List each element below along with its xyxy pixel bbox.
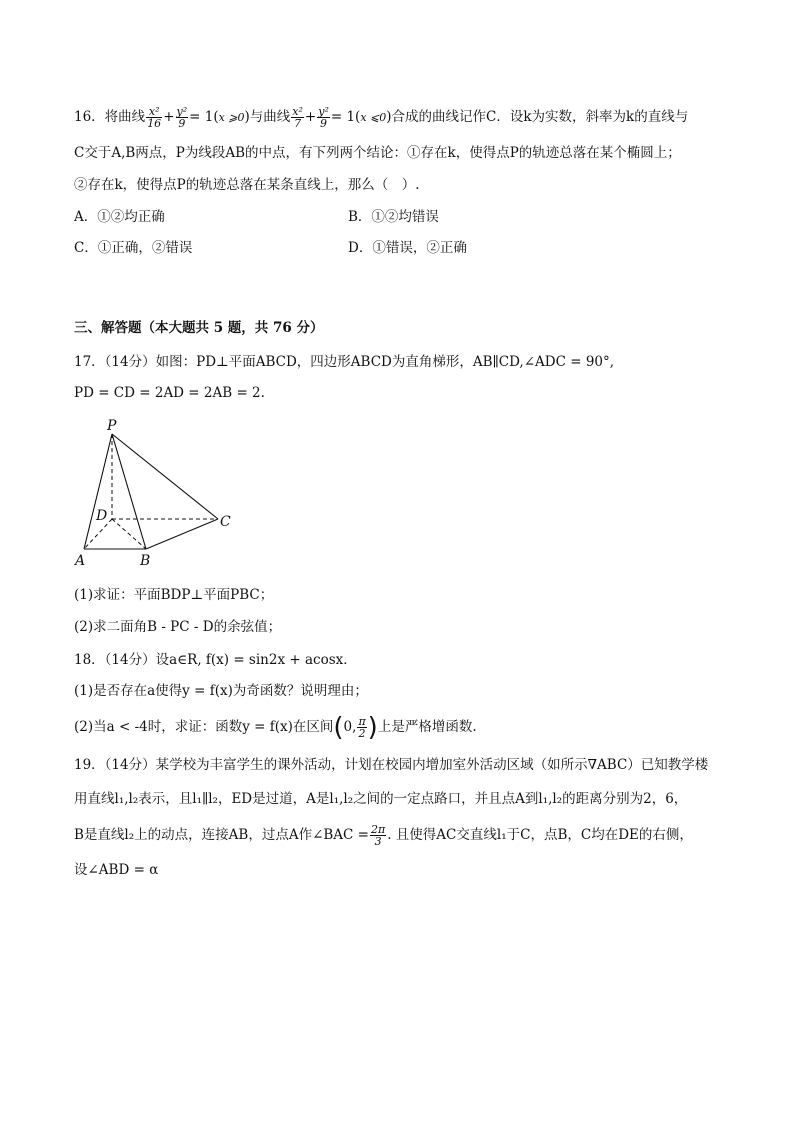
q16-line2: C交于A,B两点，P为线段AB的中点，有下列两个结论：①存在k，使得点P的轨迹总落在某个椭圆上； xyxy=(74,145,681,161)
q17-part2: (2)求二面角B - PC - D的余弦值； xyxy=(74,619,282,635)
q17-part1: (1)求证：平面BDP⊥平面PBC； xyxy=(74,587,274,603)
q19-line1: 19．（14分）某学校为丰富学生的课外活动，计划在校园内增加室外活动区域（如所示∇ABC）已知教学楼 xyxy=(74,757,709,773)
edge-db xyxy=(112,519,146,549)
label-c: C xyxy=(220,514,231,530)
edge-pa xyxy=(84,434,112,549)
label-b: B xyxy=(140,553,151,569)
condition: x ⩾0 xyxy=(218,111,245,124)
q16-option-c: C．①正确，②错误 xyxy=(74,240,193,256)
q16-line1: 16．将曲线 $\frac{\text{x²}}{16}$ + $\frac{\text{y²}}{9}$ = 1(x ⩾0)与曲线 $\frac{\text{x²}}{7}$ + $\frac{\text{y²}}{9}$ = 1(x ⩽0)合成的曲线记作C．设k为实数，斜率为k的直线与 xyxy=(74,105,689,130)
label-d: D xyxy=(96,508,108,524)
q16-line3: ②存在k，使得点P的轨迹总落在某条直线上，那么（ ）. xyxy=(74,177,420,193)
q16-text: 16．将曲线 xyxy=(74,109,146,125)
label-p: P xyxy=(107,418,117,434)
fraction: $\frac{\text{x²}}{16}$ xyxy=(147,105,162,130)
q16-option-b: B．①②均错误 xyxy=(348,209,439,225)
q16-option-d: D．①错误，②正确 xyxy=(348,240,467,256)
q17-line2: PD = CD = 2AD = 2AB = 2. xyxy=(74,385,265,401)
q17-line1: 17．（14分）如图：PD⊥平面ABCD，四边形ABCD为直角梯形，AB∥CD,∠ADC = 90°, xyxy=(74,354,615,370)
edge-pc xyxy=(112,434,218,519)
edge-bc xyxy=(146,519,218,549)
condition: x ⩽0 xyxy=(360,111,387,124)
fraction: $\frac{\text{y²}}{9}$ xyxy=(176,105,188,130)
q18-line1: 18．（14分）设a∈R, f(x) = sin2x + acosx． xyxy=(74,652,357,668)
fraction: $\frac{\text{y²}}{9}$ xyxy=(318,105,329,130)
label-a: A xyxy=(75,553,86,569)
q16-option-a: A．①②均正确 xyxy=(74,209,165,225)
q18-part2: (2)当a < -4时，求证：函数y = f(x)在区间(0, $\frac{\pi}{2}$ )上是严格增函数. xyxy=(74,712,477,743)
fraction: $\frac{2\pi}{3}$ xyxy=(370,823,386,848)
left-paren: ( xyxy=(333,712,344,743)
edge-pb xyxy=(112,434,146,549)
section-heading: 三、解答题（本大题共 5 题，共 76 分） xyxy=(74,320,324,336)
right-paren: ) xyxy=(367,712,378,743)
fraction: $\frac{\pi}{2}$ xyxy=(358,715,366,740)
fraction: $\frac{\text{x²}}{7}$ xyxy=(292,105,303,130)
q19-line4: 设∠ABD = α xyxy=(74,862,159,878)
q19-line2: 用直线l₁,l₂表示，且l₁∥l₂，ED是过道，A是l₁,l₂之间的一定点路口，并且点A到l₁,l₂的距离分别为2，6， xyxy=(74,791,688,807)
pyramid-figure xyxy=(70,412,240,572)
q19-line3: B是直线l₂上的动点，连接AB，过点A作∠BAC = $\frac{2\pi}{3}$ . 且使得AC交直线l₁于C，点B，C均在DE的右侧， xyxy=(74,823,693,848)
q18-part1: (1)是否存在a使得y = f(x)为奇函数？说明理由； xyxy=(74,683,368,699)
